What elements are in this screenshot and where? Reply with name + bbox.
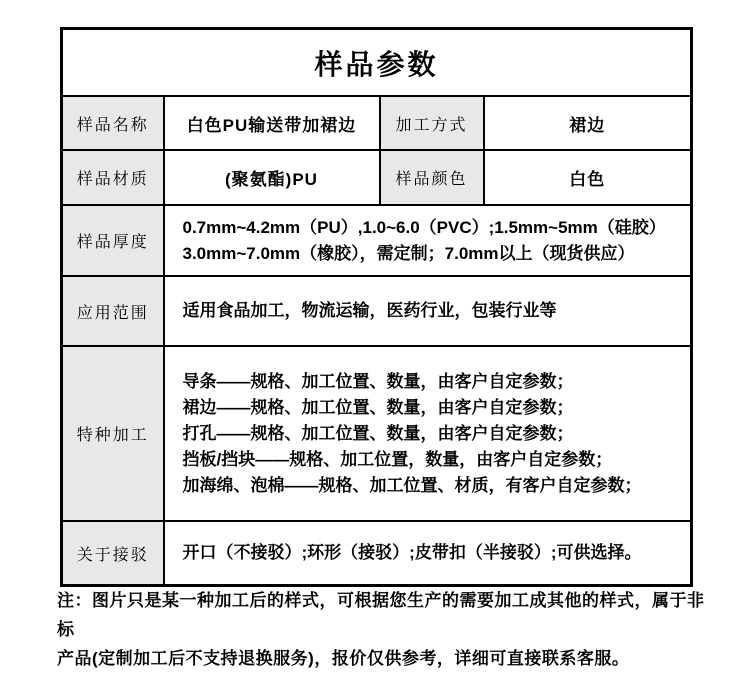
row-application-range <box>62 276 692 346</box>
footnote-line: 产品(定制加工后不支持退换服务)，报价仅供参考，详细可直接联系客服。 <box>57 649 630 668</box>
footnote-line: 注：图片只是某一种加工后的样式，可根据您生产的需要加工成其他的样式，属于非标 <box>57 591 705 639</box>
special-processing-line: 导条——规格、加工位置、数量，由客户自定参数； <box>182 371 574 391</box>
label-sample-material: 样品材质 <box>62 150 164 205</box>
value-processing-method: 裙边 <box>484 96 692 150</box>
thickness-line: 3.0mm~7.0mm（橡胶），需定制；7.0mm以上（现货供应） <box>182 243 635 263</box>
value-sample-material: (聚氨酯)PU <box>164 150 380 205</box>
value-sample-thickness <box>164 205 692 276</box>
label-sample-name: 样品名称 <box>62 96 164 150</box>
row-sample-thickness <box>62 205 692 276</box>
value-special-processing <box>164 346 692 521</box>
label-sample-thickness: 样品厚度 <box>62 205 164 276</box>
row-special-processing <box>62 346 692 521</box>
value-sample-color: 白色 <box>484 150 692 205</box>
label-special-processing: 特种加工 <box>62 346 164 521</box>
special-processing-line: 打孔——规格、加工位置、数量，由客户自定参数； <box>182 423 574 443</box>
special-processing-line: 挡板/挡块——规格、加工位置，数量，由客户自定参数； <box>182 449 613 469</box>
label-joint-info: 关于接驳 <box>62 521 164 586</box>
row-sample-name <box>62 96 692 150</box>
label-application-range: 应用范围 <box>62 276 164 346</box>
footnote <box>57 586 707 673</box>
label-processing-method: 加工方式 <box>380 96 484 150</box>
table-title: 样品参数 <box>62 29 692 97</box>
special-processing-line: 加海绵、泡棉——规格、加工位置、材质，有客户自定参数； <box>182 475 642 495</box>
title-row <box>62 29 692 97</box>
sample-parameters-table <box>60 27 693 587</box>
special-processing-line: 裙边——规格、加工位置、数量，由客户自定参数； <box>182 397 574 417</box>
value-application-range: 适用食品加工，物流运输，医药行业，包装行业等 <box>164 276 692 346</box>
row-sample-material <box>62 150 692 205</box>
label-sample-color: 样品颜色 <box>380 150 484 205</box>
thickness-line: 0.7mm~4.2mm（PU）,1.0~6.0（PVC）;1.5mm~5mm（硅胶） <box>182 217 666 237</box>
value-sample-name: 白色PU输送带加裙边 <box>164 96 380 150</box>
row-joint-info <box>62 521 692 586</box>
value-joint-info: 开口（不接驳）;环形（接驳）;皮带扣（半接驳）;可供选择。 <box>164 521 692 586</box>
